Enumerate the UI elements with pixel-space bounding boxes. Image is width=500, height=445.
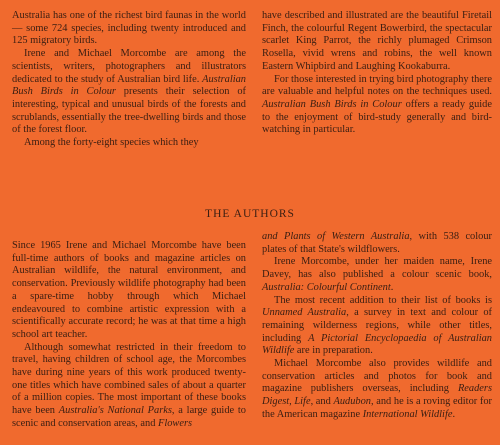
paragraph: Although somewhat restricted in their freedom to travel, having children of school age, the Morcombes have during nine years of this work produced twenty-one titles which have combined sales of about a quarter of a million copies. The most important of these books have been Australia's National Parks, a large guide to scenic and conservation areas, and Flowers (12, 341, 246, 429)
paragraph: have described and illustrated are the beautiful Firetail Finch, the colourful Regent Bowerbird, the spectacular scarlet King Parrot, the richly plumaged Crimson Rosella, vivid wrens and robins, the well known Eastern Whipbird and Laughing Kookaburra. (262, 10, 492, 72)
paragraph: Irene Morcombe, under her maiden name, Irene Davey, has also published a colour scenic book, Australia: Colourful Continent. (262, 256, 492, 293)
paragraph: The most recent addition to their list of books is Unnamed Australia, a survey in text and colour of remaining wilderness regions, while other titles, including A Pictorial Encyclopaedia of Australian Wildlife are in preparation. (262, 294, 492, 357)
paragraph: and Plants of Western Australia, with 538 colour plates of that State's wildflowers. (262, 231, 492, 255)
intro-column-left (12, 10, 246, 150)
intro-column-right (262, 10, 492, 137)
paragraph: Michael Morcombe also provides wildlife and conservation articles and photos for book and magazine publishers overseas, including Readers Digest, Life, and Audubon, and he is a roving editor for the American magazine International Wildlife. (262, 358, 492, 420)
authors-column-left (12, 240, 246, 431)
section-heading: THE AUTHORS (205, 208, 295, 220)
paragraph: Since 1965 Irene and Michael Morcombe have been full-time authors of books and magazine articles on Australian wildlife, the natural environment, and conservation. Previously wildlife photography had been a spare-time hobby through which Michael endeavoured to combine artistic expression with a scientifically accurate record; he was at that time a high school art teacher. (12, 240, 246, 340)
authors-column-right (262, 231, 492, 422)
paragraph: Among the forty-eight species which they (24, 137, 199, 149)
paragraph: Irene and Michael Morcombe are among the scientists, writers, photographers and illustrators dedicated to the study of Australian bird life. Australian Bush Birds in Colour presents their selection of interesting, typical and unusual birds of the forests and scrublands, essentially the tree-dwelling birds and those of the forest floor. (12, 48, 246, 136)
paragraph: For those interested in trying bird photography there are valuable and helpful notes on the techniques used. Australian Bush Birds in Colour offers a ready guide to the enjoyment of bird-study generally and bird-watching in particular. (262, 73, 492, 136)
paragraph: Australia has one of the richest bird faunas in the world — some 724 species, including twenty introduced and 125 migratory birds. (12, 10, 246, 47)
